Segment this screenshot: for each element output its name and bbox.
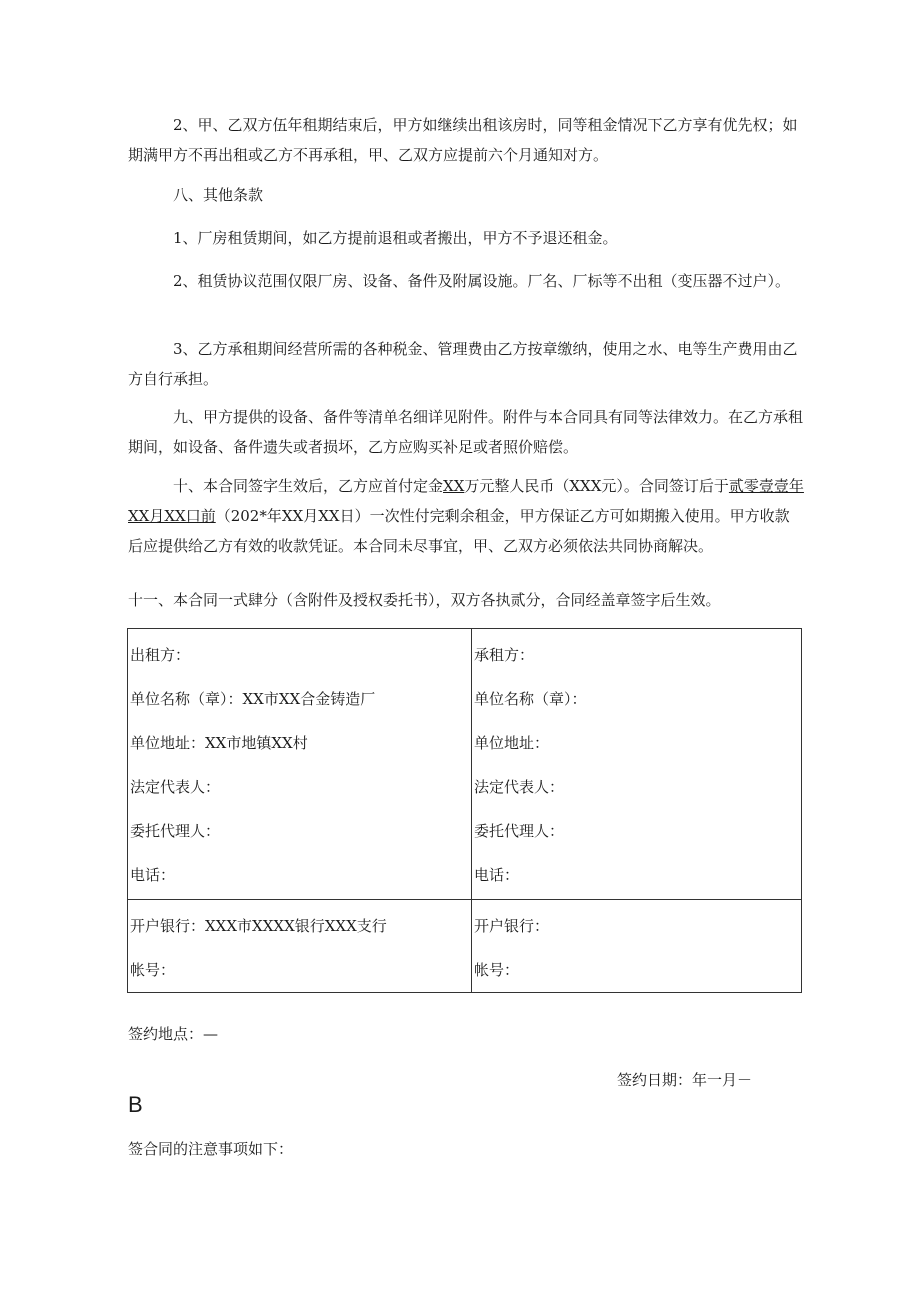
payment-deadline: 贰零壹壹年XX月XX口前 <box>128 477 804 525</box>
lessor-unit-name: 单位名称（章）：XX市XX合金铸造厂 <box>130 690 376 708</box>
lessor-phone: 电话： <box>130 866 176 884</box>
lessee-bank-cell <box>472 900 802 993</box>
lessee-phone: 电话： <box>474 866 520 884</box>
lessee-cell <box>472 629 802 900</box>
lessee-legal-rep: 法定代表人： <box>474 778 565 796</box>
sign-place: 签约地点：— <box>128 1025 219 1043</box>
lessor-address: 单位地址：XX市地镇XX村 <box>130 734 308 752</box>
lessor-agent: 委托代理人： <box>130 822 221 840</box>
lessor-bank: 开户银行：XXX市XXXX银行XXX支行 <box>130 917 387 935</box>
lessor-account: 帐号： <box>130 961 176 979</box>
lessor-bank-cell <box>128 900 472 993</box>
lessee-title: 承租方： <box>474 646 535 664</box>
signature-table <box>127 628 802 993</box>
clause-8-3: 3、乙方承租期间经营所需的各种税金、管理费由乙方按章缴纳，使用之水、电等生产费用由乙方自行承担。 <box>128 340 798 388</box>
clause-9: 九、甲方提供的设备、备件等清单名细详见附件。附件与本合同具有同等法律效力。在乙方承租期间，如设备、备件遗失或者损坏，乙方应购买补足或者照价赔偿。 <box>128 408 804 456</box>
clause-10-part-a: 十、本合同签字生效后，乙方应首付定金 <box>173 477 444 495</box>
clause-10-part-e: （202*年XX月XX日）一次性付完剩余租金，甲方保证乙方可如期搬入使用。甲方收款后应提供给乙方有效的收款凭证。本合同未尽事宜，甲、乙双方必须依法共同协商解决。 <box>128 507 790 555</box>
party-info-row <box>128 629 802 900</box>
clause-10-part-c: 万元整人民币（XXX元）。合同签订后于 <box>464 477 729 495</box>
clause-7-2: 2、甲、乙双方伍年租期结束后，甲方如继续出租该房时，同等租金情况下乙方享有优先权；如期满甲方不再出租或乙方不再承租，甲、乙双方应提前六个月通知对方。 <box>128 116 798 164</box>
lessee-account: 帐号： <box>474 961 520 979</box>
lessee-unit-name: 单位名称（章）： <box>474 690 587 708</box>
section-letter: B <box>128 1092 143 1117</box>
clause-10 <box>128 471 804 561</box>
lessee-bank: 开户银行： <box>474 917 550 935</box>
bank-info-row <box>128 900 802 993</box>
deposit-amount: XX <box>443 477 465 495</box>
clause-11: 十一、本合同一式肆分（含附件及授权委托书），双方各执贰分，合同经盖章签字后生效。 <box>128 591 721 609</box>
section-8-title: 八、其他条款 <box>173 186 264 204</box>
lessor-cell <box>128 629 472 900</box>
lessor-title: 出租方： <box>130 646 191 664</box>
sign-date: 签约日期：年一月－ <box>617 1071 753 1089</box>
lessee-agent: 委托代理人： <box>474 822 565 840</box>
clause-8-1: 1、厂房租赁期间，如乙方提前退租或者搬出，甲方不予退还租金。 <box>173 229 618 247</box>
clause-8-2: 2、租赁协议范围仅限厂房、设备、备件及附属设施。厂名、厂标等不出租（变压器不过户）。 <box>173 272 791 290</box>
lessor-legal-rep: 法定代表人： <box>130 778 221 796</box>
lessee-address: 单位地址： <box>474 734 550 752</box>
notes-intro: 签合同的注意事项如下： <box>128 1140 294 1158</box>
